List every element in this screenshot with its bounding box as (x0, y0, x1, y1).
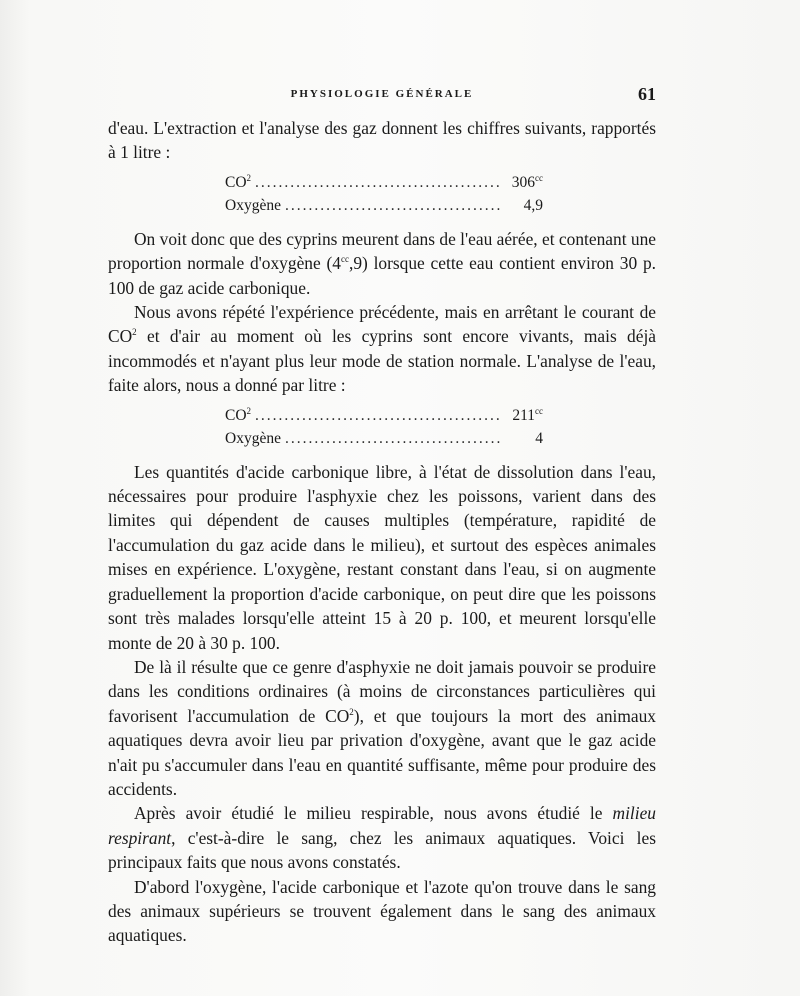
page-header (108, 84, 656, 110)
row-value: 4 (535, 429, 543, 447)
leader-dots (285, 194, 501, 217)
paragraph-1: d'eau. L'extraction et l'analyse des gaz donnent les chiffres suivants, rapportés à 1 litre : (108, 118, 656, 163)
page-body (108, 116, 656, 948)
paragraph-4: Les quantités d'acide carbonique libre, à l'état de dissolution dans l'eau, nécessaires pour produire l'asphyxie chez les poissons, varient dans des limites qui dépendent de causes multiples (température, rapidité de l'accumulation du gaz acide dans le milieu), et surtout des espèces animales mises en expérience. L'oxygène, restant constant dans l'eau, si on augmente graduellement la proportion d'acide carbonique, on peut dire que les poissons sont très malades lorsqu'elle atteint 15 à 20 p. 100, et meurent lorsqu'elle monte de 20 à 30 p. 100. (108, 461, 656, 653)
row-value: $211^{cc}$ (512, 405, 543, 424)
row-label: $CO^2$ (225, 405, 252, 424)
gas-table-2 (225, 404, 543, 450)
leader-dots (285, 427, 501, 450)
page-number: 61 (638, 84, 656, 104)
table-row (225, 404, 543, 427)
table-row (225, 427, 543, 450)
table-row (225, 194, 543, 217)
row-value: 4,9 (523, 196, 543, 214)
row-label: $CO^2$ (225, 172, 252, 191)
row-label: Oxygène (225, 196, 281, 214)
row-label: Oxygène (225, 429, 281, 447)
paragraph-7: D'abord l'oxygène, l'acide carbonique et l'azote qu'on trouve dans le sang des animaux supérieurs se trouvent également dans le sang des animaux aquatiques. (108, 876, 656, 946)
paragraph-3: Nous avons répété l'expérience précédente, mais en arrêtant le courant de $CO^2$ et d'air au moment où les cyprins sont encore vivants, mais déjà incommodés et n'ayant plus leur mode de station normale. L'analyse de l'eau, faite alors, nous a donné par litre : (108, 302, 656, 396)
gas-table-1 (225, 171, 543, 217)
paragraph-2: On voit donc que des cyprins meurent dans de l'eau aérée, et contenant une proportion normale d'oxygène $(4^{cc},9)$ lorsque cette eau contient environ 30 p. 100 de gaz acide carbonique. (108, 228, 656, 298)
paragraph-6: Après avoir étudié le milieu respirable, nous avons étudié le milieu respirant, c'est-à-dire le sang, chez les animaux aquatiques. Voici les principaux faits que nous avons constatés. (108, 803, 656, 873)
leader-dots (255, 171, 501, 194)
emphasis-milieu-respirant: milieu respirant (108, 803, 656, 848)
paragraph-5: De là il résulte que ce genre d'asphyxie ne doit jamais pouvoir se produire dans les conditions ordinaires (à moins de circonstances particulières qui favorisent l'accumulation de $CO^2$), et que toujours la mort des animaux aquatiques devra avoir lieu par privation d'oxygène, avant que le gaz acide n'ait pu s'accumuler dans l'eau en quantité suffisante, même pour produire des accidents. (108, 656, 656, 799)
leader-dots (255, 404, 501, 427)
running-title: PHYSIOLOGIE GÉNÉRALE (290, 88, 474, 100)
table-row (225, 171, 543, 194)
row-value: $306^{cc}$ (511, 172, 543, 191)
